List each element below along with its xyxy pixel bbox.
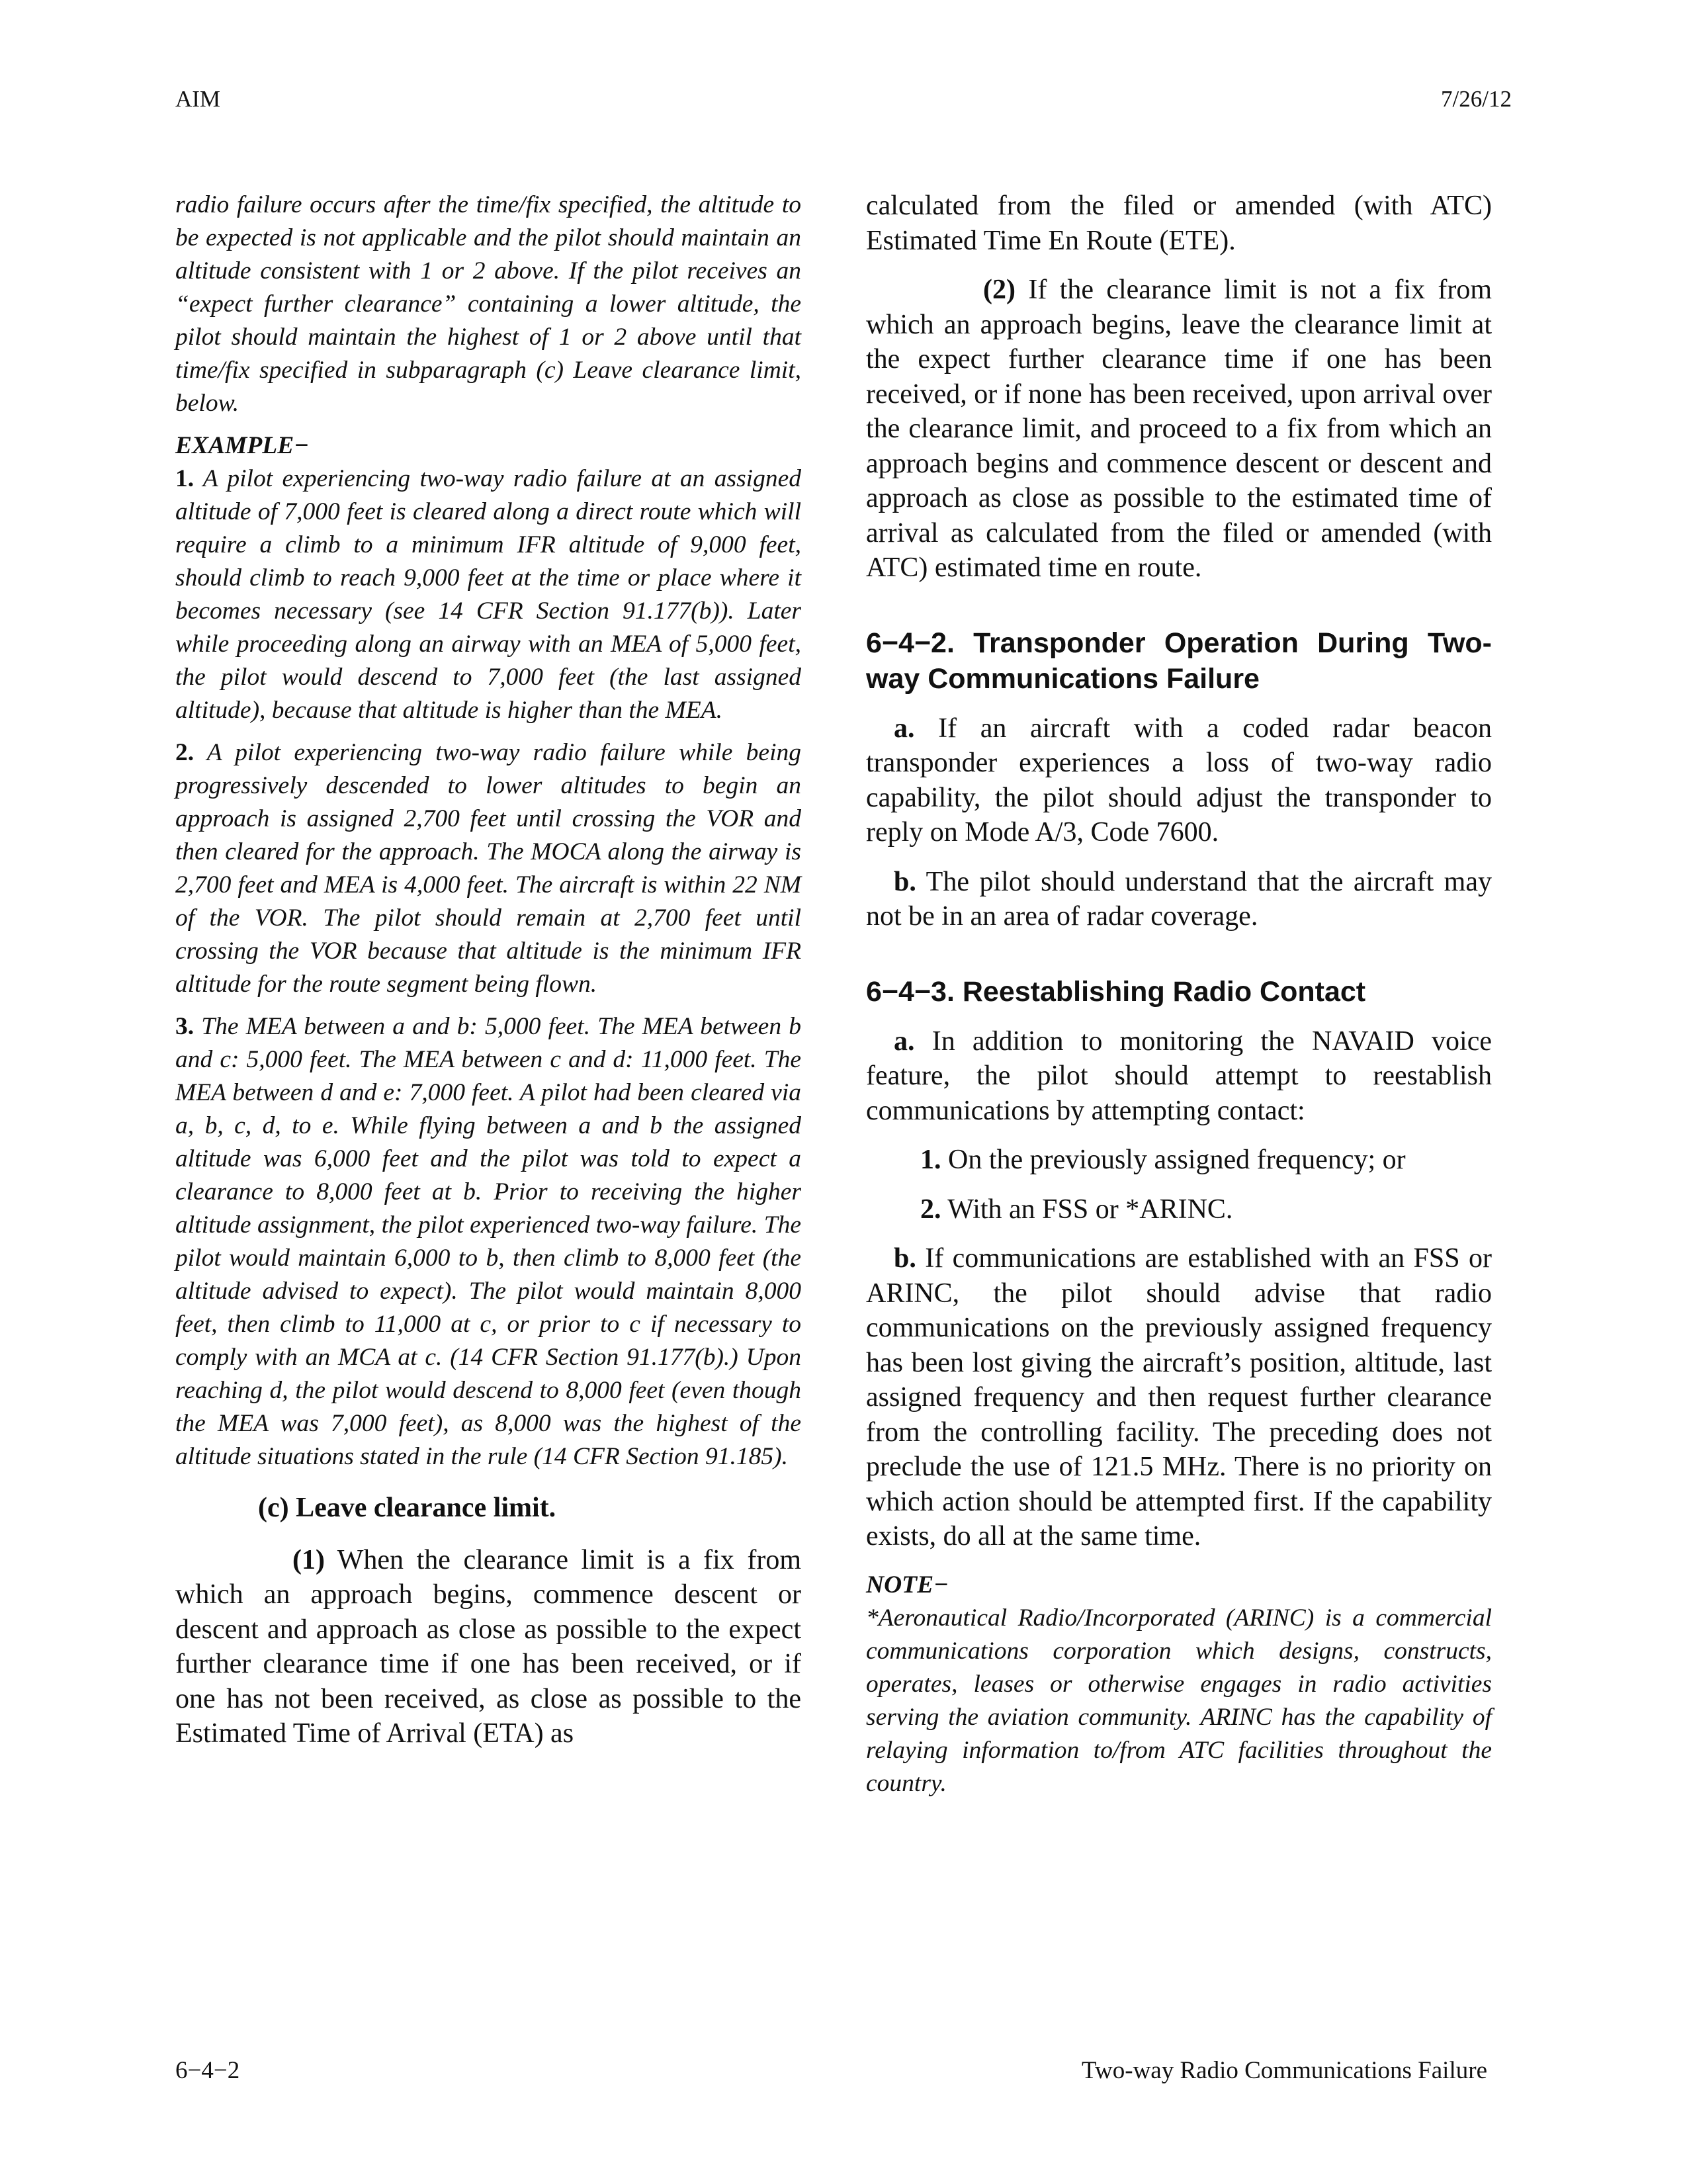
section-6-4-3-para-a [866,1024,1492,1129]
section-6-4-2-para-a [866,711,1492,850]
right-column [866,189,1492,1800]
paragraph-text: If an aircraft with a coded radar beacon transponder experiences a loss of two-way radio capability, the pilot should adjust the transponder to reply on Mode A/3, Code 7600. [866,713,1492,848]
contact-list-item-1 [866,1143,1492,1178]
subparagraph-text: When the clearance limit is a fix from which an approach begins, commence descent or descent and approach as close as possible to the expect further clearance time if one has been received, or if one has not been received, as close as possible to the Estimated Time of Arrival (ETA) as [175,1544,801,1749]
note-text: *Aeronautical Radio/Incorporated (ARINC) is a commercial communications corporation which designs, constructs, operates, leases or otherwise engages in radio activities serving the aviation community. ARINC has the capability of relaying information to/from ATC facilities throughout the country. [866,1604,1492,1797]
example-text: The MEA between a and b: 5,000 feet. The MEA between b and c: 5,000 feet. The MEA between c and d: 11,000 feet. The MEA between d and e: 7,000 feet. A pilot had been cleared via a, b, c, d, to e. While flying between a and b the assigned altitude was 6,000 feet and the pilot was told to expect a clearance to 8,000 feet at b. Prior to receiving the higher altitude assignment, the pilot experienced two-way failure. The pilot would maintain 6,000 to b, then climb to 8,000 feet (the altitude advised to expect). The pilot would maintain 8,000 feet, then climb to 11,000 at c, or prior to c if necessary to comply with an MCA at c. (14 CFR Section 91.177(b).) Upon reaching d, the pilot would descend to 8,000 feet (even though the MEA was 7,000 feet), as 8,000 was the highest of the altitude situations stated in the rule (14 CFR Section 91.185). [175,1013,801,1470]
subparagraph-c-heading: (c) Leave clearance limit. [258,1493,556,1523]
example-number: 1. [175,465,195,492]
example-number: 2. [175,739,195,766]
subparagraph-label: (2) [983,275,1016,305]
subparagraph-c2 [866,273,1492,586]
continued-paragraph: calculated from the filed or amended (with ATC) Estimated Time En Route (ETE). [866,191,1492,256]
list-number: 2. [920,1194,941,1225]
example-heading: EXAMPLE− [175,432,309,459]
example-1 [175,462,801,727]
paragraph-text: If communications are established with an FSS or ARINC, the pilot should advise that radio communications on the previously assigned frequency has been lost giving the aircraft’s position, altitude, last assigned frequency and then request further clearance from the controlling facility. The preceding does not preclude the use of 121.5 MHz. There is no priority on which action should be attempted first. If the capability exists, do all at the same time. [866,1243,1492,1551]
left-column [175,189,801,1751]
example-3 [175,1010,801,1473]
contact-list-item-2 [866,1192,1492,1227]
section-6-4-2-para-b [866,865,1492,934]
list-text: With an FSS or *ARINC. [941,1194,1233,1225]
example-2 [175,736,801,1001]
section-6-4-2-title: 6−4−2. Transponder Operation During Two-way Communications Failure [866,627,1492,695]
example-number: 3. [175,1013,195,1040]
paragraph-text: In addition to monitoring the NAVAID voice feature, the pilot should attempt to reestablish communications by attempting contact: [866,1026,1492,1126]
running-header-left: AIM [175,86,221,112]
note-heading: NOTE− [866,1571,949,1598]
paragraph-text: The pilot should understand that the aircraft may not be in an area of radar coverage. [866,866,1492,932]
page-number: 6−4−2 [175,2057,240,2084]
intro-paragraph: radio failure occurs after the time/fix specified, the altitude to be expected is not applicable and the pilot should maintain an altitude consistent with 1 or 2 above. If the pilot receives an “expect further clearance” containing a lower altitude, the pilot should maintain the highest of 1 or 2 above until that time/fix specified in subparagraph (c) Leave clearance limit, below. [175,191,801,417]
section-6-4-3-para-b [866,1241,1492,1554]
list-number: 1. [920,1145,941,1175]
paragraph-label: b. [894,1243,916,1274]
running-footer-chapter-title: Two-way Radio Communications Failure [1082,2057,1487,2084]
subparagraph-c1 [175,1543,801,1751]
paragraph-label: a. [894,1026,915,1057]
section-6-4-3-title: 6−4−3. Reestablishing Radio Contact [866,975,1366,1008]
example-text: A pilot experiencing two-way radio failure while being progressively descended to lower altitudes to begin an approach is assigned 2,700 feet until crossing the VOR and then cleared for the approach. The MOCA along the airway is 2,700 feet and MEA is 4,000 feet. The aircraft is within 22 NM of the VOR. The pilot should remain at 2,700 feet until crossing the VOR because that altitude is the minimum IFR altitude for the route segment being flown. [175,739,801,998]
subparagraph-label: (1) [292,1544,325,1575]
example-text: A pilot experiencing two-way radio failure at an assigned altitude of 7,000 feet is cleared along a direct route which will require a climb to a minimum IFR altitude of 9,000 feet, should climb to reach 9,000 feet at the time or place where it becomes necessary (see 14 CFR Section 91.177(b)). Later while proceeding along an airway with an MEA of 5,000 feet, the pilot would descend to 7,000 feet (the last assigned altitude), because that altitude is higher than the MEA. [175,465,801,724]
running-header-date: 7/26/12 [1441,86,1512,112]
subparagraph-text: If the clearance limit is not a fix from which an approach begins, leave the clearance limit at the expect further clearance time if one has been received, or if none has been received, upon arrival over the clearance limit, and proceed to a fix from which an approach begins and commence descent or descent and approach as close as possible to the estimated time of arrival as calculated from the filed or amended (with ATC) estimated time en route. [866,275,1492,583]
list-text: On the previously assigned frequency; or [941,1145,1406,1175]
paragraph-label: a. [894,713,915,744]
paragraph-label: b. [894,866,916,897]
